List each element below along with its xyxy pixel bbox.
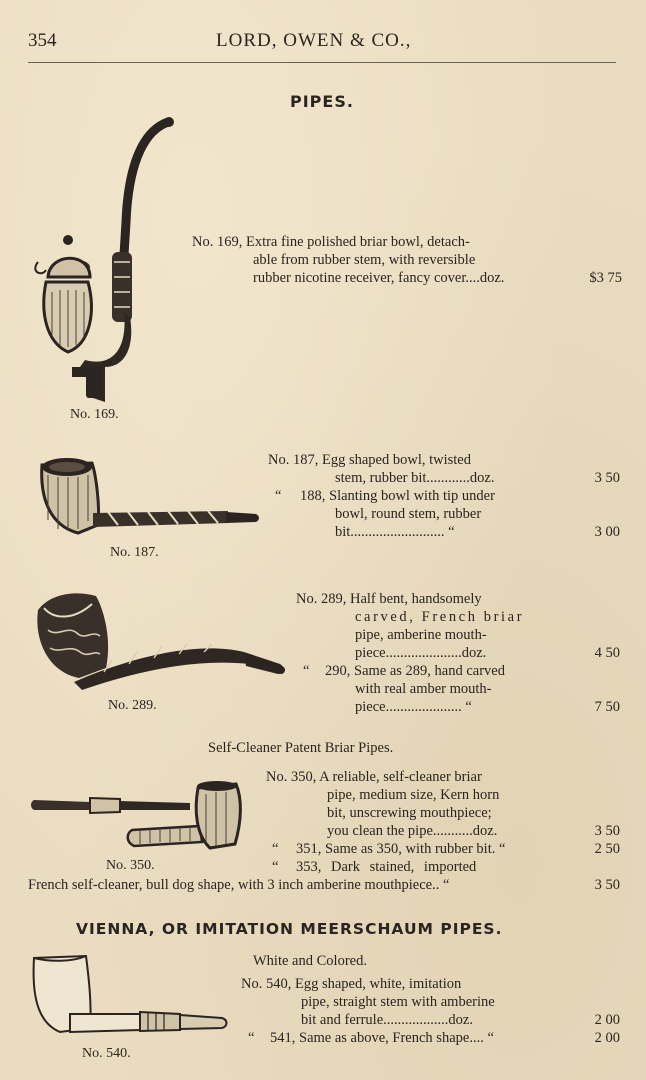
p350-line4: you clean the pipe...........doz. (327, 823, 498, 839)
pipe-187-illustration (38, 455, 260, 543)
p187-line1: No. 187, Egg shaped bowl, twisted (268, 452, 471, 468)
header-rule (28, 62, 616, 63)
p289-line2: carved, French briar (355, 609, 525, 625)
p289-line3: pipe, amberine mouth- (355, 627, 487, 643)
p290-line2: with real amber mouth- (355, 681, 492, 697)
p188-line2: bowl, round stem, rubber (335, 506, 482, 522)
p351-ditto: “ (272, 841, 279, 857)
pipe-289-illustration (34, 590, 289, 695)
page-header-title: LORD, OWEN & CO., (216, 30, 412, 51)
p169-line1: No. 169, Extra fine polished briar bowl, detach- (192, 234, 470, 250)
section-title-pipes: PIPES. (290, 92, 354, 111)
vienna-subtitle: White and Colored. (253, 953, 367, 969)
p289-line1: No. 289, Half bent, handsomely (296, 591, 482, 607)
p169-price: $3 75 (589, 270, 622, 286)
p350-line3: bit, unscrewing mouthpiece; (327, 805, 492, 821)
p187-line2: stem, rubber bit............doz. (335, 470, 495, 486)
pipe-350-illustration (30, 780, 245, 852)
pipe-169-illustration (30, 112, 180, 407)
p351-price: 2 50 (594, 841, 620, 857)
p289-line4: piece.....................doz. (355, 645, 487, 661)
caption-169: No. 169. (70, 407, 119, 422)
p541-ditto: “ (248, 1030, 255, 1046)
p540-line3: bit and ferrule..................doz. (301, 1012, 473, 1028)
p188-price: 3 00 (594, 524, 620, 540)
p169-line3: rubber nicotine receiver, fancy cover....doz. (253, 270, 505, 286)
p540-line1: No. 540, Egg shaped, white, imitation (241, 976, 462, 992)
p350-line1: No. 350, A reliable, self-cleaner briar (266, 769, 482, 785)
p353-line2: French self-cleaner, bull dog shape, with 3 inch amberine mouthpiece.. “ (28, 877, 450, 893)
p351-line1: 351, Same as 350, with rubber bit. “ (296, 841, 506, 857)
p353-ditto: “ (272, 859, 279, 875)
p188-line3: bit.......................... “ (335, 524, 455, 540)
caption-289: No. 289. (108, 698, 157, 713)
p540-price: 2 00 (594, 1012, 620, 1028)
p541-price: 2 00 (594, 1030, 620, 1046)
caption-540: No. 540. (82, 1046, 131, 1061)
section-title-self-cleaner: Self-Cleaner Patent Briar Pipes. (208, 740, 394, 756)
caption-350: No. 350. (106, 858, 155, 873)
p169-line2: able from rubber stem, with reversible (253, 252, 476, 268)
p290-line3: piece..................... “ (355, 699, 472, 715)
p350-line2: pipe, medium size, Kern horn (327, 787, 500, 803)
p188-ditto: “ (275, 488, 282, 504)
p187-price: 3 50 (594, 470, 620, 486)
p188-line1: 188, Slanting bowl with tip under (300, 488, 495, 504)
caption-187: No. 187. (110, 545, 159, 560)
p350-price: 3 50 (594, 823, 620, 839)
p290-price: 7 50 (594, 699, 620, 715)
section-title-vienna: VIENNA, OR IMITATION MEERSCHAUM PIPES. (76, 920, 503, 938)
p290-line1: 290, Same as 289, hand carved (325, 663, 505, 679)
p290-ditto: “ (303, 663, 310, 679)
pipe-540-illustration (30, 952, 230, 1038)
p541-line1: 541, Same as above, French shape.... “ (270, 1030, 494, 1046)
p353-line1: 353, Dark stained, imported (296, 859, 477, 875)
p353-price: 3 50 (594, 877, 620, 893)
p540-line2: pipe, straight stem with amberine (301, 994, 495, 1010)
p289-price: 4 50 (594, 645, 620, 661)
page-number: 354 (28, 30, 57, 51)
